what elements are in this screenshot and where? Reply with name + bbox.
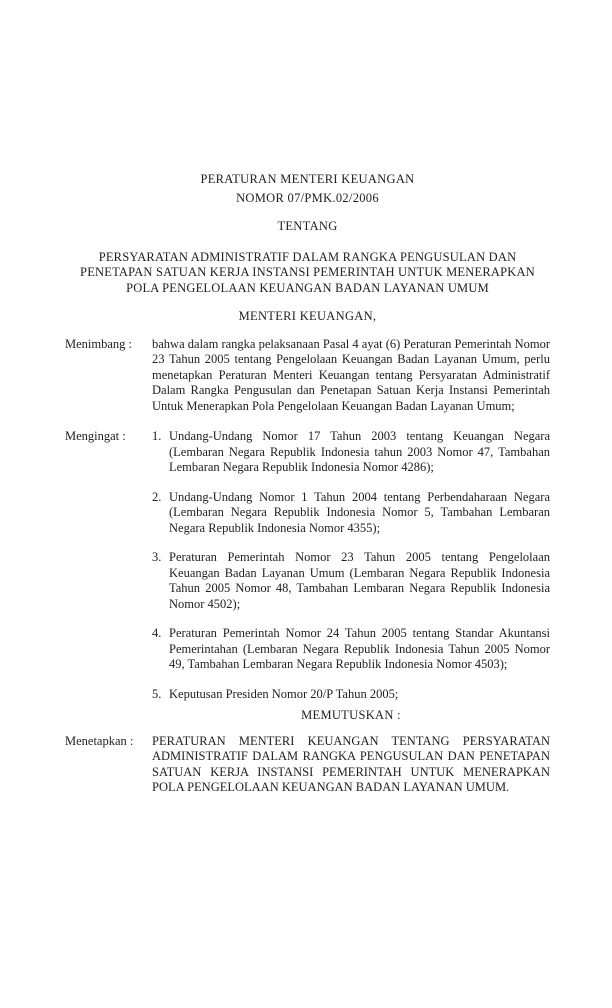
mengingat-item-text: Peraturan Pemerintah Nomor 24 Tahun 2005 tentang Standar Akuntansi Pemerintahan (Lembaran Negara Republik Indonesia Tahun 2005 Nomor 49, Tambahan Lembaran Negara Republik Indonesia Nomor 4503); <box>169 626 550 671</box>
document-subject-title: PERSYARATAN ADMINISTRATIF DALAM RANGKA PENGUSULAN DAN PENETAPAN SATUAN KERJA INSTANSI PEMERINTAH UNTUK MENERAPKAN POLA PENGELOLAAN KEUANGAN BADAN LAYANAN UMUM <box>80 249 535 295</box>
menimbang-text: bahwa dalam rangka pelaksanaan Pasal 4 ayat (6) Peraturan Pemerintah Nomor 23 Tahun 2005 tentang Pengelolaan Keuangan Badan Layanan Umum, perlu menetapkan Peraturan Menteri Keuangan tentang Persyaratan Administratif Dalam Rangka Pengusulan dan Penetapan Satuan Kerja Instansi Pemerintah Untuk Menerapkan Pola Pengelolaan Keuangan Badan Layanan Umum; <box>152 336 550 413</box>
memutuskan-section <box>65 708 550 724</box>
menetapkan-section <box>65 734 550 796</box>
issuer-heading: MENTERI KEUANGAN, <box>238 309 377 323</box>
mengingat-item <box>152 687 550 703</box>
mengingat-item-text: Undang-Undang Nomor 17 Tahun 2003 tentang Keuangan Negara (Lembaran Negara Republik Indonesia tahun 2003 Nomor 47, Tambahan Lembaran Negara Republik Indonesia Nomor 4286); <box>169 429 550 474</box>
mengingat-item-text: Keputusan Presiden Nomor 20/P Tahun 2005; <box>169 686 399 701</box>
mengingat-item-text: Peraturan Pemerintah Nomor 23 Tahun 2005 tentang Pengelolaan Keuangan Badan Layanan Umum (Lembaran Negara Republik Indonesia Tahun 2005 Nomor 48, Tambahan Lembaran Negara Republik Indonesia Nomor 4502); <box>169 550 550 611</box>
document-title-line1: PERATURAN MENTERI KEUANGAN <box>200 172 415 186</box>
menimbang-section <box>65 337 550 415</box>
mengingat-item <box>152 429 550 476</box>
mengingat-item <box>152 550 550 612</box>
mengingat-item-number: 2. <box>152 489 162 504</box>
mengingat-label: Mengingat : <box>65 429 126 443</box>
mengingat-section <box>65 429 550 702</box>
mengingat-list <box>152 429 550 702</box>
mengingat-item <box>152 626 550 673</box>
mengingat-item-number: 3. <box>152 550 162 564</box>
menetapkan-label: Menetapkan : <box>65 733 134 748</box>
mengingat-item <box>152 490 550 537</box>
tentang-heading: TENTANG <box>277 219 338 233</box>
memutuskan-heading: MEMUTUSKAN : <box>301 708 401 722</box>
mengingat-item-number: 4. <box>152 626 162 640</box>
mengingat-item-number: 5. <box>152 686 162 701</box>
menimbang-label: Menimbang : <box>65 336 133 351</box>
mengingat-item-number: 1. <box>152 429 162 443</box>
document-number: NOMOR 07/PMK.02/2006 <box>236 191 379 205</box>
mengingat-item-text: Undang-Undang Nomor 1 Tahun 2004 tentang Perbendaharaan Negara (Lembaran Negara Republik Indonesia Nomor 5, Tambahan Lembaran Negara Republik Indonesia Nomor 4355); <box>169 489 550 535</box>
menetapkan-text: PERATURAN MENTERI KEUANGAN TENTANG PERSYARATAN ADMINISTRATIF DALAM RANGKA PENGUSULAN DAN PENETAPAN SATUAN KERJA INSTANSI PEMERINTAH UNTUK MENERAPKAN POLA PENGELOLAAN KEUANGAN BADAN LAYANAN UMUM. <box>152 733 550 794</box>
